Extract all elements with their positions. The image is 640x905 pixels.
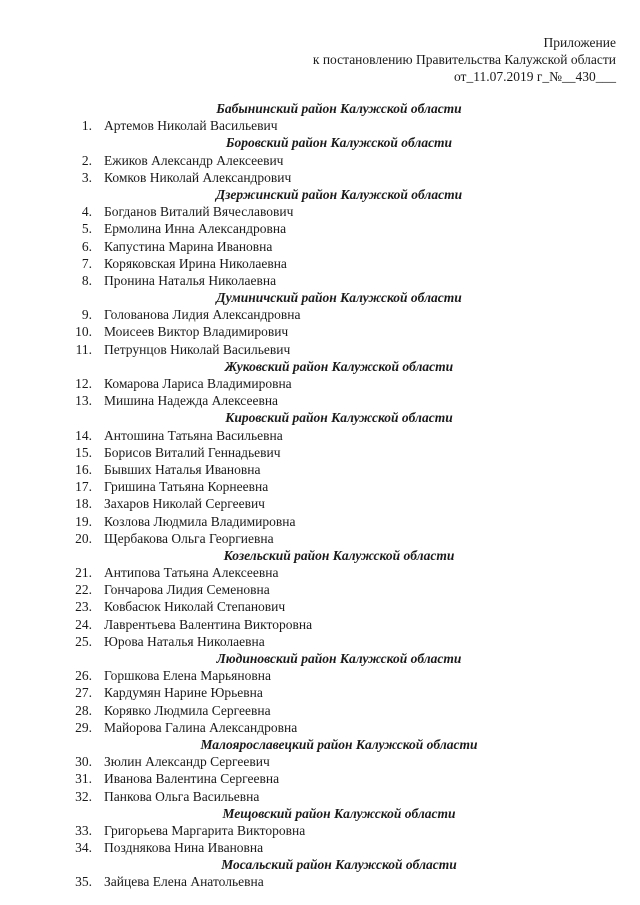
list-item (0, 822, 640, 839)
item-number: 5. (81, 221, 92, 237)
person-name: Гришина Татьяна Корнеевна (104, 479, 269, 495)
item-number: 35. (75, 874, 92, 890)
district-heading: Козельский район Калужской области (223, 547, 455, 563)
item-number: 23. (75, 599, 92, 615)
district-list (0, 100, 640, 891)
item-number: 27. (75, 685, 92, 701)
district-heading: Бабынинский район Калужской области (216, 101, 462, 116)
person-name: Ежиков Александр Алексеевич (104, 152, 284, 168)
person-name: Захаров Николай Сергеевич (104, 496, 265, 512)
list-item (0, 633, 640, 650)
person-name: Ермолина Инна Александровна (104, 221, 287, 237)
appendix-reference: к постановлению Правительства Калужской области (312, 52, 616, 67)
person-name: Комарова Лариса Владимировна (104, 376, 292, 391)
list-item (0, 255, 640, 272)
item-number: 2. (81, 152, 92, 168)
district-heading: Дзержинский район Калужской области (215, 186, 463, 202)
item-number: 19. (75, 513, 92, 529)
item-number: 22. (75, 582, 92, 598)
item-number: 1. (81, 118, 92, 134)
list-item (0, 530, 640, 547)
item-number: 16. (75, 461, 92, 477)
district-heading: Думиничский район Калужской области (216, 290, 462, 306)
list-item (0, 788, 640, 805)
person-name: Голованова Лидия Александровна (104, 307, 301, 323)
person-name: Мишина Надежда Алексеевна (104, 393, 279, 409)
list-item (0, 169, 640, 186)
item-number: 20. (75, 530, 92, 546)
district-heading: Мосальский район Калужской области (221, 857, 457, 873)
item-number: 21. (75, 565, 92, 581)
item-number: 32. (75, 788, 92, 804)
person-name: Юрова Наталья Николаевна (104, 633, 265, 649)
item-number: 17. (75, 479, 92, 495)
list-item (0, 117, 640, 134)
list-item (0, 152, 640, 169)
item-number: 7. (81, 255, 92, 271)
person-name: Щербакова Ольга Георгиевна (104, 530, 274, 546)
list-item (0, 513, 640, 530)
item-number: 34. (75, 840, 92, 856)
list-item (0, 375, 640, 392)
list-item (0, 323, 640, 340)
list-item (0, 564, 640, 581)
item-number: 13. (75, 393, 92, 409)
item-number: 4. (81, 204, 92, 220)
list-item (0, 341, 640, 358)
list-item (0, 770, 640, 787)
person-name: Козлова Людмила Владимировна (104, 513, 296, 529)
item-number: 11. (75, 341, 92, 357)
item-number: 26. (75, 668, 92, 684)
appendix-date-number: от_11.07.2019 г_№__430___ (453, 69, 616, 84)
person-name: Богданов Виталий Вячеславович (104, 204, 294, 220)
list-item (0, 461, 640, 478)
list-item (0, 839, 640, 856)
list-item (0, 719, 640, 736)
item-number: 18. (75, 496, 92, 512)
item-number: 8. (81, 272, 92, 288)
person-name: Антипова Татьяна Алексеевна (104, 565, 279, 581)
item-number: 15. (75, 444, 92, 460)
person-name: Позднякова Нина Ивановна (104, 840, 264, 856)
person-name: Зюлин Александр Сергеевич (104, 754, 270, 770)
item-number: 6. (81, 238, 92, 254)
item-number: 9. (81, 307, 92, 323)
person-name: Капустина Марина Ивановна (104, 238, 273, 254)
person-name: Горшкова Елена Марьяновна (104, 668, 271, 684)
person-name: Комков Николай Александрович (104, 169, 292, 185)
list-item (0, 203, 640, 220)
list-item (0, 306, 640, 323)
list-item (0, 392, 640, 409)
person-name: Бывших Наталья Ивановна (104, 461, 261, 477)
person-name: Панкова Ольга Васильевна (104, 788, 260, 804)
list-item (0, 873, 640, 890)
list-item (0, 684, 640, 701)
district-heading: Мещовский район Калужской области (222, 805, 456, 821)
item-number: 28. (75, 702, 92, 718)
person-name: Антошина Татьяна Васильевна (104, 427, 283, 443)
list-item (0, 616, 640, 633)
district-heading: Людиновский район Калужской области (216, 651, 462, 666)
person-name: Артемов Николай Васильевич (104, 118, 278, 134)
district-heading: Жуковский район Калужской области (224, 358, 454, 374)
person-name: Коряковская Ирина Николаевна (104, 255, 287, 271)
item-number: 10. (75, 324, 92, 340)
list-item (0, 427, 640, 444)
list-item (0, 238, 640, 255)
item-number: 24. (75, 616, 92, 632)
item-number: 30. (75, 754, 92, 770)
appendix-header (313, 34, 616, 85)
person-name: Корявко Людмила Сергеевна (104, 702, 271, 718)
list-item (0, 495, 640, 512)
list-item (0, 581, 640, 598)
item-number: 14. (75, 427, 92, 443)
person-name: Кардумян Нарине Юрьевна (104, 685, 263, 701)
list-item (0, 598, 640, 615)
item-number: 3. (81, 169, 92, 185)
person-name: Иванова Валентина Сергеевна (104, 771, 280, 787)
item-number: 29. (75, 719, 92, 735)
person-name: Ковбасюк Николай Степанович (104, 599, 286, 615)
person-name: Лаврентьева Валентина Викторовна (104, 616, 313, 632)
list-item (0, 272, 640, 289)
person-name: Майорова Галина Александровна (104, 719, 298, 735)
person-name: Моисеев Виктор Владимирович (104, 324, 289, 340)
district-heading: Кировский район Калужской области (225, 410, 453, 426)
list-item (0, 753, 640, 770)
item-number: 25. (75, 633, 92, 649)
person-name: Зайцева Елена Анатольевна (104, 874, 264, 890)
item-number: 12. (75, 376, 92, 391)
list-item (0, 478, 640, 495)
person-name: Пронина Наталья Николаевна (104, 272, 277, 288)
list-item (0, 702, 640, 719)
person-name: Гончарова Лидия Семеновна (104, 582, 270, 598)
appendix-title: Приложение (543, 35, 616, 50)
list-item (0, 444, 640, 461)
person-name: Григорьева Маргарита Викторовна (104, 822, 306, 838)
person-name: Борисов Виталий Геннадьевич (104, 444, 281, 460)
district-heading: Малоярославецкий район Калужской области (200, 736, 478, 752)
list-item (0, 667, 640, 684)
item-number: 31. (75, 771, 92, 787)
item-number: 33. (75, 822, 92, 838)
district-heading: Боровский район Калужской области (225, 135, 453, 151)
list-item (0, 220, 640, 237)
person-name: Петрунцов Николай Васильевич (104, 341, 291, 357)
